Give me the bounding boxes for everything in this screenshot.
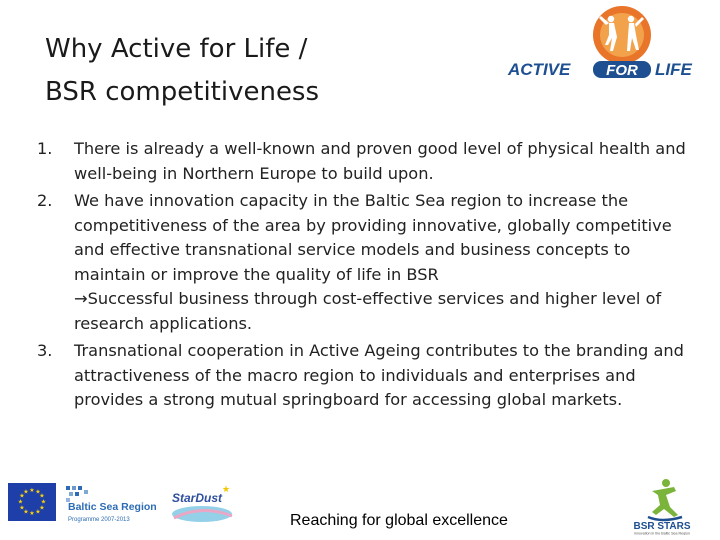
- logo-word-active: ACTIVE: [508, 60, 571, 79]
- baltic-sea-region-logo: [62, 480, 162, 526]
- logo-word-life: LIFE: [655, 60, 692, 79]
- item-text-part-a: We have innovation capacity in the Baltic Sea region to increase the competitiveness of the area by providing innovative, globally competitive and effective transnational service models and business concepts to maintain or improve the quality of life in BSR: [74, 191, 672, 284]
- item-text: [74, 189, 697, 336]
- svg-text:★: ★: [35, 508, 41, 516]
- bsr-region-text: Baltic Sea Region: [68, 501, 157, 513]
- eu-flag-logo: [8, 483, 56, 521]
- logo-word-for: FOR: [606, 62, 638, 79]
- svg-text:★: ★: [23, 488, 29, 496]
- svg-text:★: ★: [29, 487, 35, 494]
- item-text-part-b: Successful business through cost-effective services and higher level of research applications.: [74, 289, 662, 333]
- svg-text:★: ★: [35, 488, 41, 496]
- item-number: 3.: [37, 341, 53, 360]
- footer-tagline: Reaching for global excellence: [290, 512, 508, 529]
- title-line-1: Why Active for Life /: [45, 34, 308, 64]
- svg-text:★: ★: [19, 492, 25, 500]
- item-number: 2.: [37, 191, 53, 210]
- list-item: [37, 339, 697, 413]
- list-item: [37, 137, 697, 186]
- svg-text:★: ★: [39, 492, 45, 500]
- item-number: 1.: [37, 139, 53, 158]
- svg-text:★: ★: [19, 504, 25, 512]
- svg-text:★: ★: [222, 485, 231, 495]
- bsr-stars-logo: [622, 477, 702, 535]
- arrow-icon: →: [74, 289, 88, 308]
- bsr-stars-text: BSR STARS: [633, 521, 691, 532]
- bsr-stars-subtext: innovation in the Baltic Sea Region: [634, 531, 690, 535]
- slide-title: [45, 28, 465, 114]
- numbered-list: [37, 137, 697, 413]
- svg-text:★: ★: [39, 504, 45, 512]
- bsr-programme-text: Programme 2007-2013: [68, 517, 130, 523]
- svg-text:★: ★: [40, 498, 47, 506]
- svg-text:★: ★: [23, 508, 29, 516]
- svg-text:★: ★: [17, 498, 24, 506]
- list-item: [37, 189, 697, 336]
- stardust-logo: [166, 480, 238, 526]
- active-for-life-logo: [505, 5, 710, 100]
- item-text: Transnational cooperation in Active Ageing contributes to the branding and attractiveness of the macro region to individuals and enterprises and provides a strong mutual springboard for accessing global markets.: [74, 341, 684, 409]
- stardust-text: StarDust: [172, 491, 223, 505]
- item-text: There is already a well-known and proven good level of physical health and well-being in Northern Europe to build upon.: [74, 139, 686, 183]
- svg-text:★: ★: [29, 510, 35, 517]
- title-line-2: BSR competitiveness: [45, 77, 320, 107]
